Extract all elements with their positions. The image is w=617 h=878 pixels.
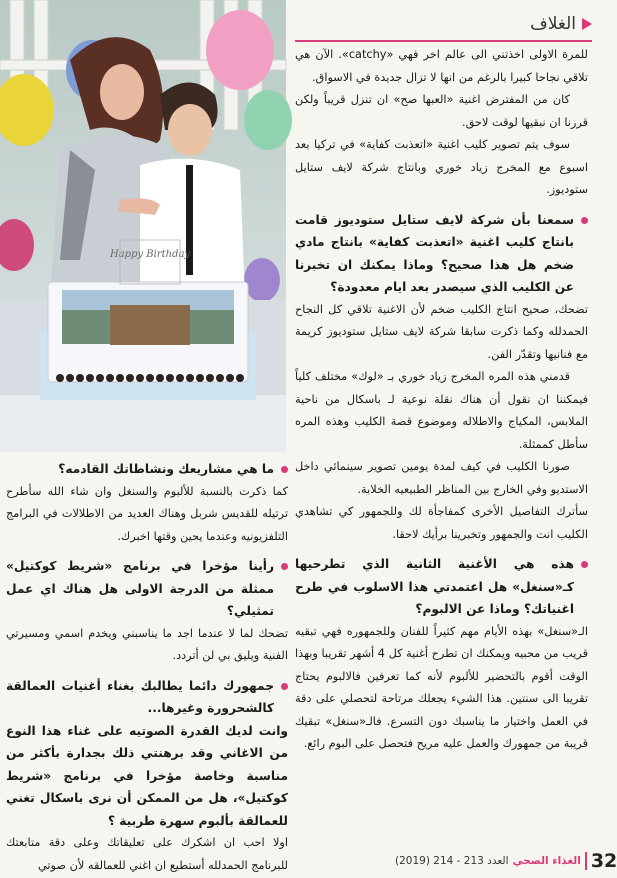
paragraph: اولا احب ان اشكرك على تعليقاتك وعلى دقة متابعتك للبرنامج الحمدلله أستطيع ان اغني للعمالقه لأن صوتي — [6, 836, 288, 872]
section-title: الغلاف — [530, 14, 576, 34]
interview-question — [295, 553, 588, 621]
page-footer — [395, 850, 617, 872]
question-text: جمهورك دائما يطالبك بغناء أغنيات العمالقة كالشحرورة وغيرها... — [6, 678, 274, 715]
interview-question-continued: وانت لديك القدرة الصوتيه على غناء هذا النوع من الاغاني وقد برهنتي ذلك بجدارة بأكثر من مناسبة وخاصة مؤخرا في برنامج «شريط كوكتيل»، هل من الممكن أن نرى باسكال تغني للعمالقة بألبوم سهرة طربية ؟ — [6, 723, 288, 828]
paragraph: تضحك لما لا عندما اجد ما يناسبني ويخدم اسمي ومسيرتي الفنية ويليق بي لن أتردد. — [6, 626, 288, 662]
section-arrow-icon — [582, 18, 592, 30]
question-text: سمعنا بأن شركة لايف ستايل ستوديوز قامت بانتاج كليب اغنية «اتعذبت كفاية» بانتاج مادي ضخم هل هذا صحيح؟ وماذا يمكنك ان تخبرنا عن الكليب الذي سيصدر بعد ايام معدودة؟ — [295, 212, 574, 294]
spacer — [295, 202, 588, 209]
spacer — [6, 548, 288, 555]
paragraph: الـ«سنغل» بهذه الأيام مهم كثيراً للفنان وللجمهوره فهي تبقيه قريب من محبيه ويمكنك ان تطرح أغنية كل 4 أشهر تقريبا وبهذا الوقت أقوم بالتحضير للألبوم لأنه كما تعرفين فالالبوم يحتاج تقريبا الى سنتين. هذا الشيء يجعلك مرتاحة لتحصلي على دقة في العمل واختيار ما يناسبك دون التسرع. فالـ«سنغل» تبقيك قريبة من جمهورك والعمل عليه مريح فتحصل على البوم رائع. — [295, 624, 588, 750]
footer-divider — [585, 852, 587, 870]
interview-question — [295, 209, 588, 299]
paragraph: للمرة الاولى اخذتني الى عالم اخر فهي «catchy». الآن هي تلاقي نجاحا كبيرا بالرغم من انها لا تزال جديدة في الاسواق. — [295, 48, 588, 84]
paragraph: سأترك التفاصيل الأخرى كمفاجأة لك وللجمهور كي تشاهدي الكليب انت والجمهور وتخبرينا برأيك لاحقا. — [295, 505, 588, 541]
magazine-name: الغذاء الصحي — [512, 855, 581, 867]
paragraph: كما ذكرت بالنسبة للألبوم والسنغل وان شاء الله سأطرح ترتيله للقديس شربل وهناك العديد من الاطلالات في البرامج التلفزيونيه وعندما يحين وقتها اخبرك. — [6, 484, 288, 543]
issue-number: العدد 213 - 214 (2019) — [395, 855, 509, 867]
cover-photo — [0, 0, 286, 452]
article-column-left — [6, 458, 288, 877]
section-header — [530, 14, 592, 34]
interview-question — [6, 675, 288, 720]
question-text: رأينا مؤخرا في برنامج «شريط كوكتيل» ممثلة من الدرجة الاولى هل هناك اي عمل تمثيلي؟ — [6, 559, 274, 618]
paragraph: سوف يتم تصوير كليب اغنية «اتعذبت كفاية» في تركيا بعد اسبوع مع المخرج زياد خوري وبانتاج شركة لايف ستايل ستوديوز. — [295, 138, 588, 196]
interview-question — [6, 555, 288, 623]
paragraph: تضحك، صحيح انتاج الكليب ضخم لأن الاغنية تلاقي كل النجاح الحمدلله وكما ذكرت سابقا شركة لايف ستايل ستوديوز كريمة مع فنانيها وتقدّر الفن. — [295, 302, 588, 361]
bullet-icon — [581, 217, 588, 224]
cover-photo-illustration — [0, 0, 286, 452]
article-column-right — [295, 44, 588, 756]
bullet-icon — [281, 466, 288, 473]
paragraph: صورنا الكليب في كيف لمدة يومين تصوير سينمائي داخل الاستديو وفي الخارج بين المناظر الطبيعيه الخلابة. — [295, 460, 588, 496]
question-text: ما هي مشاريعك ونشاطاتك القادمه؟ — [58, 462, 274, 476]
bullet-icon — [281, 683, 288, 690]
header-divider — [295, 40, 592, 42]
bullet-icon — [281, 563, 288, 570]
paragraph: قدمني هذه المره المخرج زياد خوري بـ «لوك» مختلف كلياً فيمكننا ان نقول أن هناك نقلة نوعية لـ باسكال من ناحية الملابس، المكياج والاطلاله وموضوع قصة الكليب وهذه المره سأطل كممثلة. — [295, 370, 588, 451]
spacer — [6, 668, 288, 675]
interview-question — [6, 458, 288, 481]
bullet-icon — [581, 561, 588, 568]
question-text: هذه هي الأغنية الثانية الذي تطرحيها كـ«سنغل» هل اعتمدتي هذا الاسلوب في طرح اغنياتك؟ وماذا عن الالبوم؟ — [295, 557, 574, 616]
spacer — [295, 546, 588, 553]
page-number: 32 — [590, 850, 617, 872]
paragraph: كان من المفترض اغنية «العبها صح» ان تنزل قريباً ولكن قررنا ان نبقيها لوقت لاحق. — [295, 93, 588, 129]
cake-topper-text: Happy Birthday — [109, 249, 191, 260]
